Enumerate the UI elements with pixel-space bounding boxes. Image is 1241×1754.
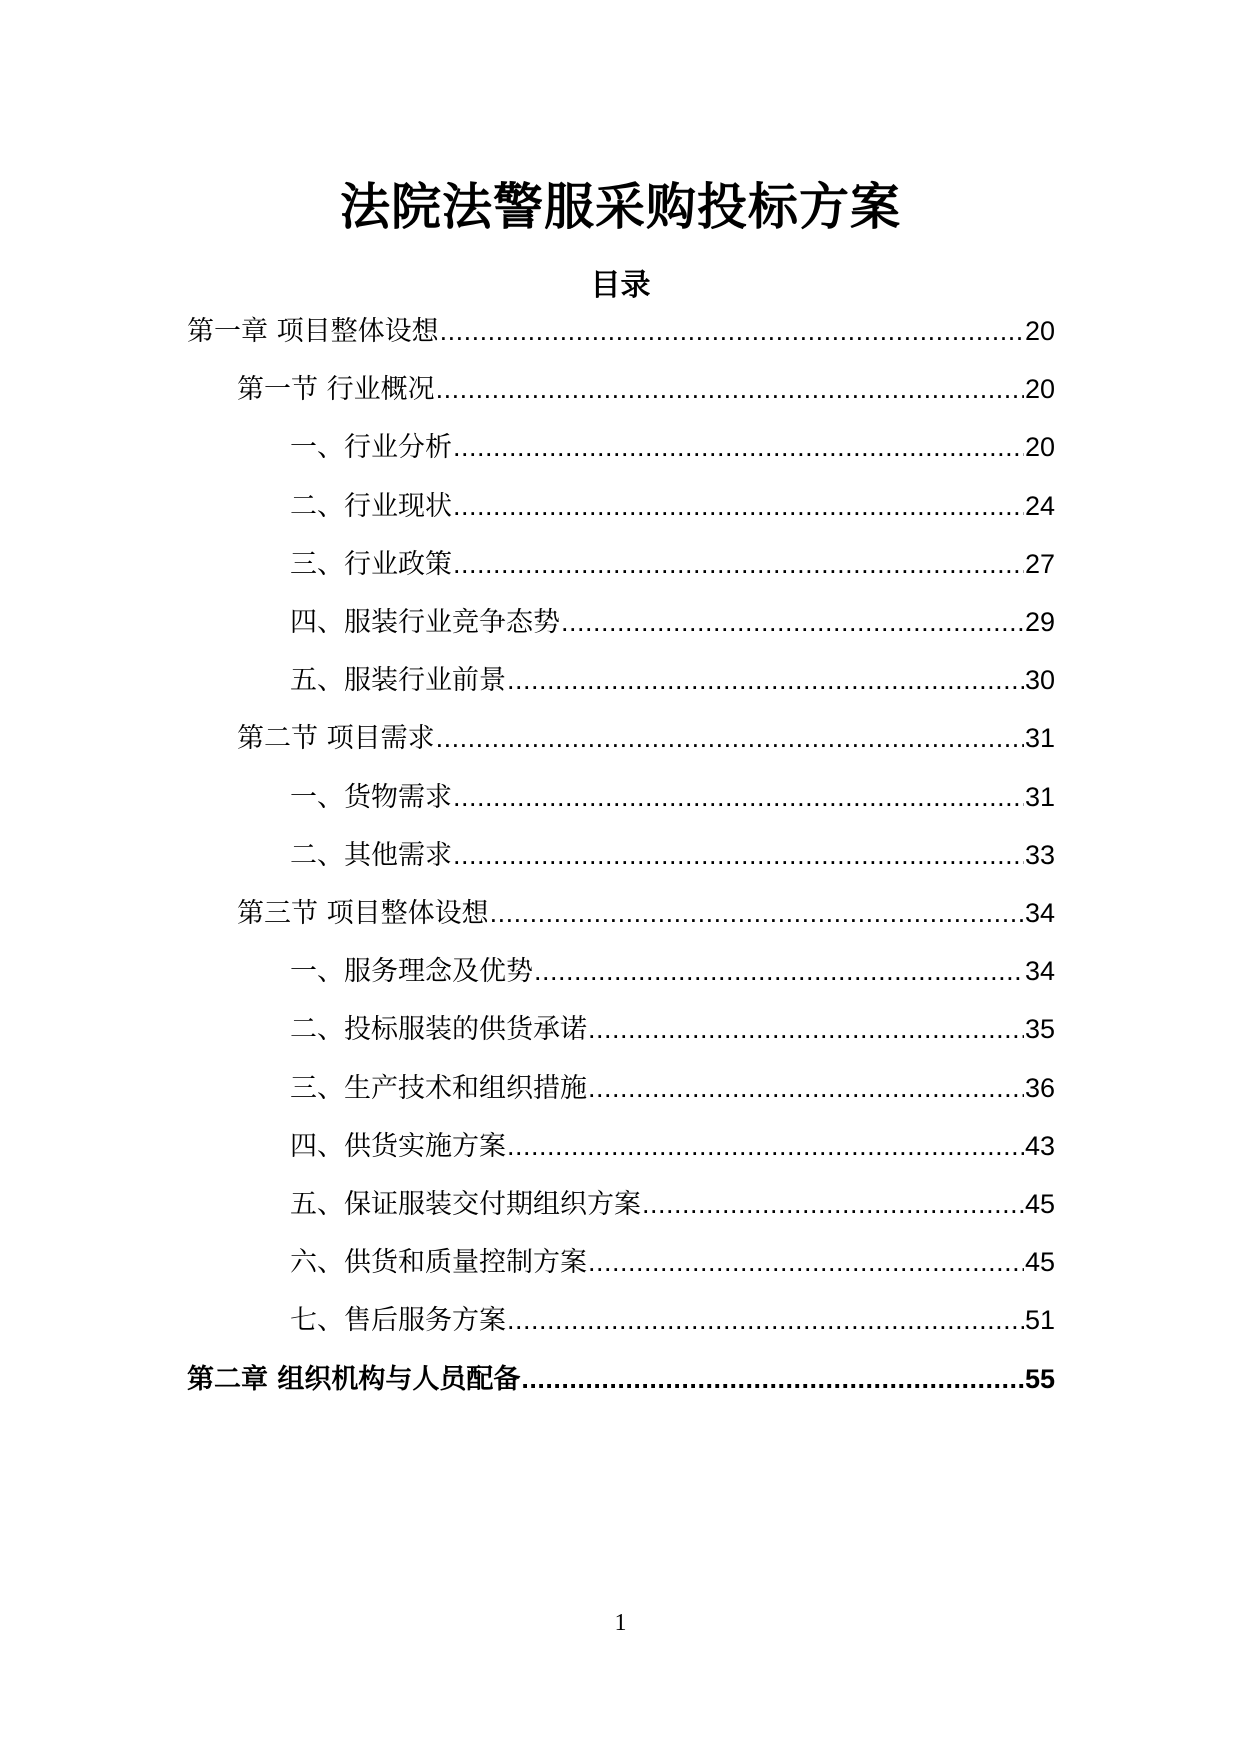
toc-dot-leader [521, 1358, 1024, 1400]
toc-entry-page: 35 [1024, 1014, 1055, 1044]
toc-entry-page: 29 [1024, 607, 1055, 637]
document-title: 法院法警服采购投标方案 [340, 178, 901, 236]
toc-entry[interactable] [290, 601, 1055, 643]
toc-entry-page: 36 [1024, 1073, 1055, 1103]
toc-entry[interactable] [237, 892, 1055, 934]
toc-entry-page: 33 [1024, 840, 1055, 870]
toc-entry-page: 30 [1024, 665, 1055, 695]
toc-entry-title: 七、售后服务方案 [290, 1305, 506, 1336]
toc-entry-title: 第一章 项目整体设想 [187, 316, 439, 347]
toc-dot-leader [453, 426, 1024, 468]
toc-entry-title: 二、投标服装的供货承诺 [290, 1014, 587, 1045]
toc-entry[interactable] [290, 834, 1055, 876]
toc-entry-page: 51 [1024, 1305, 1055, 1335]
toc-entry[interactable] [290, 1241, 1055, 1283]
toc-dot-leader [436, 368, 1024, 410]
toc-entry[interactable] [290, 950, 1055, 992]
toc-dot-leader [453, 834, 1024, 876]
toc-entry-title: 一、货物需求 [290, 782, 452, 813]
toc-entry-title: 第三节 项目整体设想 [237, 898, 489, 929]
toc-entry-title: 二、其他需求 [290, 840, 452, 871]
toc-entry[interactable] [237, 717, 1055, 759]
toc-entry-title: 二、行业现状 [290, 491, 452, 522]
toc-entry[interactable] [290, 1067, 1055, 1109]
toc-dot-leader [507, 1299, 1024, 1341]
toc-entry[interactable] [187, 310, 1055, 352]
toc-entry[interactable] [290, 543, 1055, 585]
toc-entry-title: 四、供货实施方案 [290, 1131, 506, 1162]
toc-entry-page: 34 [1024, 956, 1055, 986]
toc-dot-leader [436, 717, 1024, 759]
toc-dot-leader [507, 659, 1024, 701]
toc-entry-title: 六、供货和质量控制方案 [290, 1247, 587, 1278]
toc-entry-page: 27 [1024, 549, 1055, 579]
toc-entry-page: 55 [1024, 1364, 1055, 1394]
toc-entry[interactable] [237, 368, 1055, 410]
toc-entry[interactable] [290, 426, 1055, 468]
toc-dot-leader [588, 1241, 1024, 1283]
toc-dot-leader [507, 1125, 1024, 1167]
toc-dot-leader [453, 485, 1024, 527]
toc-dot-leader [534, 950, 1024, 992]
toc-entry-page: 20 [1024, 316, 1055, 346]
toc-entry-page: 34 [1024, 898, 1055, 928]
toc-entry-title: 三、生产技术和组织措施 [290, 1073, 587, 1104]
toc-entry-title: 四、服装行业竞争态势 [290, 607, 560, 638]
toc-entry-title: 一、行业分析 [290, 432, 452, 463]
toc-heading: 目录 [590, 268, 651, 303]
toc-entry-page: 45 [1024, 1189, 1055, 1219]
toc-entry-title: 五、保证服装交付期组织方案 [290, 1189, 641, 1220]
toc-entry-title: 第二章 组织机构与人员配备 [187, 1364, 521, 1395]
toc-entry[interactable] [290, 1008, 1055, 1050]
toc-entry[interactable] [290, 659, 1055, 701]
toc-entry[interactable] [187, 1358, 1055, 1400]
toc-dot-leader [453, 543, 1024, 585]
toc-entry-title: 三、行业政策 [290, 549, 452, 580]
toc-entry[interactable] [290, 776, 1055, 818]
toc-entry-page: 20 [1024, 374, 1055, 404]
toc-dot-leader [642, 1183, 1024, 1225]
toc-entry-page: 24 [1024, 491, 1055, 521]
page-number: 1 [614, 1610, 627, 1636]
toc-dot-leader [490, 892, 1024, 934]
toc-entry[interactable] [290, 485, 1055, 527]
toc-dot-leader [588, 1008, 1024, 1050]
toc-entry[interactable] [290, 1125, 1055, 1167]
toc-entry-page: 31 [1024, 723, 1055, 753]
toc-dot-leader [561, 601, 1024, 643]
toc-entry-title: 五、服装行业前景 [290, 665, 506, 696]
toc-dot-leader [440, 310, 1024, 352]
toc-dot-leader [453, 776, 1024, 818]
toc-entry-page: 45 [1024, 1247, 1055, 1277]
toc-entry-page: 31 [1024, 782, 1055, 812]
toc-entry-title: 第一节 行业概况 [237, 374, 435, 405]
toc-entry-page: 43 [1024, 1131, 1055, 1161]
toc-dot-leader [588, 1067, 1024, 1109]
toc-entry-page: 20 [1024, 432, 1055, 462]
toc-entry[interactable] [290, 1299, 1055, 1341]
toc-entry-title: 第二节 项目需求 [237, 723, 435, 754]
toc-entry-title: 一、服务理念及优势 [290, 956, 533, 987]
toc-entry[interactable] [290, 1183, 1055, 1225]
